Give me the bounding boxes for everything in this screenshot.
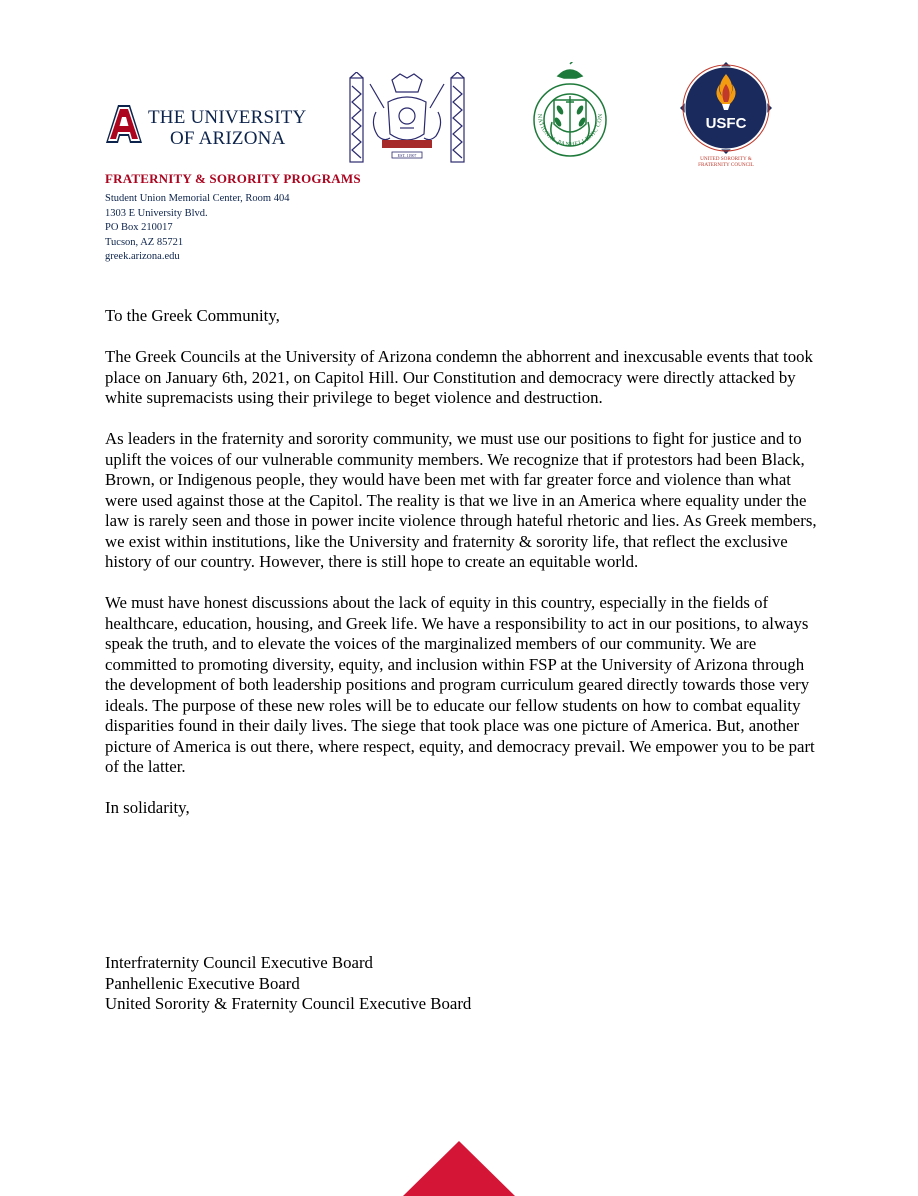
letter-body bbox=[105, 306, 825, 839]
block-a-icon bbox=[104, 103, 144, 149]
national-panhellenic-conference-crest bbox=[524, 62, 616, 166]
department-address bbox=[105, 192, 289, 265]
signature-block bbox=[105, 953, 471, 1015]
signatory: Panhellenic Executive Board bbox=[105, 973, 300, 993]
signatory: Interfraternity Council Executive Board bbox=[105, 953, 373, 972]
usfc-caption-line-1: UNITED SORORITY & bbox=[700, 156, 752, 162]
signatory: United Sorority & Fraternity Council Executive Board bbox=[105, 994, 472, 1013]
address-line: Tucson, AZ 85721 bbox=[105, 236, 184, 248]
university-of-arizona-logo bbox=[104, 103, 307, 149]
body-paragraph: As leaders in the fraternity and sorority community, we must use our positions to fight for justice and to uplift the voices of our vulnerable community members. We recognize that if protestors had been Black, Brown, or Indigenous people, they would have been met with far greater force and violence than what were used against those at the Capitol. The reality is that we live in an America where equality under the law is rarely seen and those in power incite violence through hateful rhetoric and lies. As Greek members, we exist within institutions, like the University and fraternity & sorority life, that reflect the exclusive history of our country. However, there is still hope to create an equitable world. bbox=[105, 429, 817, 571]
salutation: To the Greek Community, bbox=[105, 306, 280, 325]
department-heading: FRATERNITY & SORORITY PROGRAMS bbox=[105, 171, 361, 186]
ifc-banner-year: EST. 11907 bbox=[397, 153, 417, 158]
usfc-logo bbox=[680, 62, 772, 170]
npc-ring-text: NATIONAL PANHELLENIC CON bbox=[535, 113, 605, 149]
interfraternity-council-crest bbox=[348, 72, 466, 164]
university-name-line-2: OF ARIZONA bbox=[170, 128, 286, 149]
closing: In solidarity, bbox=[105, 798, 190, 817]
body-paragraph: We must have honest discussions about the lack of equity in this country, especially in the fields of healthcare, education, housing, and Greek life. We have a responsibility to act in our positions, to always speak the truth, and to elevate the voices of the marginalized members of our community. We are committed to promoting diversity, equity, and inclusion within FSP at the University of Arizona through the development of both leadership positions and program curriculum geared directly towards those very ideals. The purpose of these new roles will be to educate our fellow students on how to combat equality disparities found in their daily lives. The siege that took place was one picture of America. But, another picture of America is out there, where respect, equity, and democracy prevail. We empower you to be part of the latter. bbox=[105, 593, 815, 776]
footer-triangle-icon bbox=[403, 1141, 515, 1196]
website-link[interactable]: greek.arizona.edu bbox=[105, 251, 180, 263]
address-line: Student Union Memorial Center, Room 404 bbox=[105, 193, 290, 204]
usfc-caption-line-2: FRATERNITY COUNCIL bbox=[698, 162, 754, 168]
university-name-line-1: THE UNIVERSITY bbox=[148, 107, 307, 128]
address-line: 1303 E University Blvd. bbox=[105, 207, 208, 219]
body-paragraph: The Greek Councils at the University of Arizona condemn the abhorrent and inexcusable events that took place on January 6th, 2021, on Capitol Hill. Our Constitution and democracy were directly attacked by white supremacists using their privilege to beget violence and destruction. bbox=[105, 347, 813, 407]
usfc-logo-text: USFC bbox=[705, 115, 747, 132]
address-line: PO Box 210017 bbox=[105, 222, 173, 234]
